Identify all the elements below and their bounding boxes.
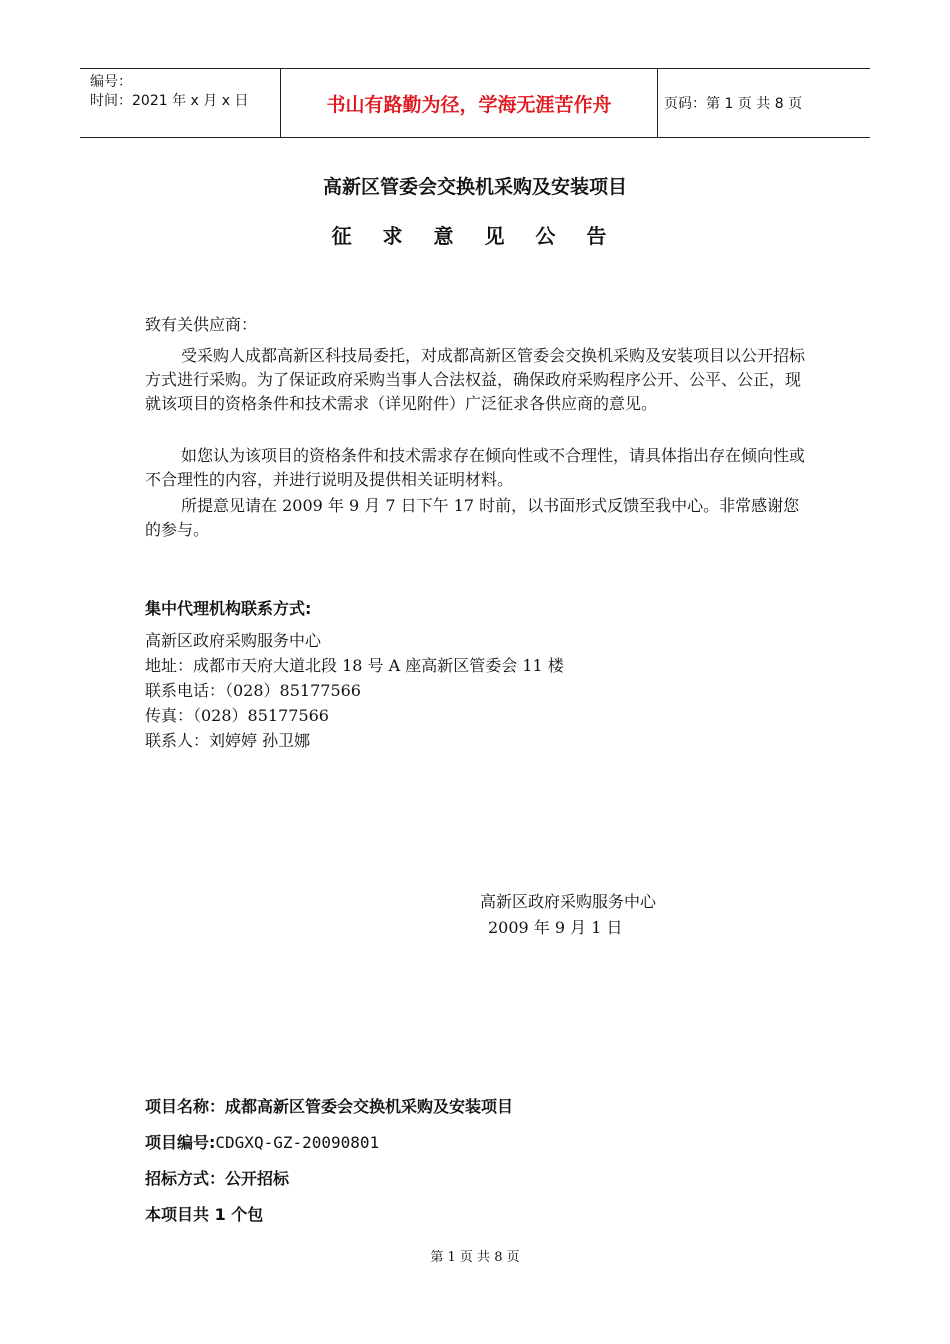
- header-meta: [80, 69, 281, 137]
- contact-org: 高新区政府采购服务中心: [145, 631, 322, 650]
- paragraph-3: 所提意见请在 2009 年 9 月 7 日下午 17 时前，以书面形式反馈至我中心。非常感谢您的参与。: [145, 496, 800, 539]
- motto: 书山有路勤为径，学海无涯苦作舟: [281, 69, 658, 137]
- serial-label: 编号：: [90, 74, 132, 90]
- package-count: 本项目共 1 个包: [145, 1205, 264, 1224]
- project-number: [145, 1130, 379, 1153]
- paragraph-1: 受采购人成都高新区科技局委托，对成都高新区管委会交换机采购及安装项目以公开招标方式进行采购。为了保证政府采购当事人合法权益，确保政府采购程序公开、公平、公正，现就该项目的资格条件和技术需求（详见附件）广泛征求各供应商的意见。: [145, 346, 806, 413]
- page-footer: 第 1 页 共 8 页: [430, 1250, 520, 1265]
- contact-fax: 传真：（028）85177566: [145, 706, 329, 725]
- header-table: [80, 68, 870, 138]
- tender-method: 招标方式：公开招标: [145, 1169, 290, 1188]
- contact-phone: 联系电话：（028）85177566: [145, 681, 361, 700]
- project-number-value: CDGXQ-GZ-20090801: [215, 1133, 380, 1152]
- page-label: 页码：第 1 页 共 8 页: [664, 96, 803, 112]
- contact-heading: 集中代理机构联系方式:: [145, 599, 312, 618]
- paragraph-2: 如您认为该项目的资格条件和技术需求存在倾向性或不合理性，请具体指出存在倾向性或不合理性的内容，并进行说明及提供相关证明材料。: [145, 446, 806, 489]
- greeting: 致有关供应商：: [145, 315, 258, 334]
- project-number-label: 项目编号:: [145, 1133, 216, 1152]
- time-label: 时间：2021 年 x 月 x 日: [90, 93, 249, 109]
- contact-block: [145, 628, 564, 753]
- contact-person: 联系人：刘婷婷 孙卫娜: [145, 731, 311, 750]
- signature-date: 2009 年 9 月 1 日: [488, 918, 623, 937]
- signature-block: [480, 889, 656, 941]
- signature-org: 高新区政府采购服务中心: [480, 892, 657, 911]
- contact-address: 地址：成都市天府大道北段 18 号 A 座高新区管委会 11 楼: [145, 656, 564, 675]
- document-title: 高新区管委会交换机采购及安装项目: [322, 176, 627, 198]
- document-subtitle: 征 求 意 见 公 告: [331, 224, 619, 248]
- project-name: 项目名称：成都高新区管委会交换机采购及安装项目: [145, 1097, 514, 1116]
